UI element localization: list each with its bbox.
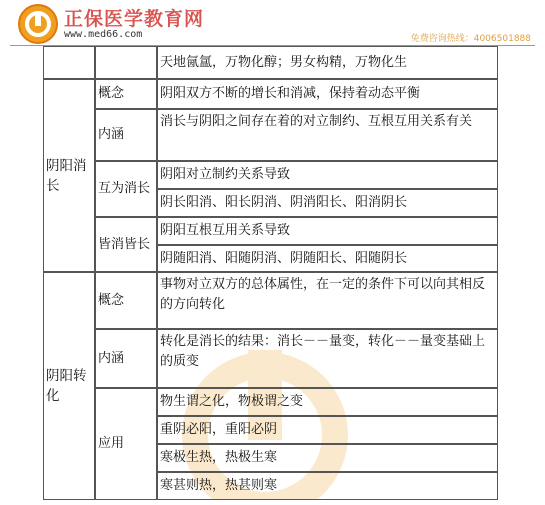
row-label-cell: 皆消皆长 — [95, 217, 157, 272]
table-cell: 阴阳双方不断的增长和消减，保持着动态平衡 — [157, 79, 498, 109]
table-cell: 天地氤氲，万物化醇；男女构精，万物化生 — [157, 46, 498, 79]
site-header — [0, 0, 545, 46]
table-cell: 转化是消长的结果：消长－－量变，转化－－量变基础上的质变 — [157, 329, 498, 388]
row-label-cell: 互为消长 — [95, 161, 157, 217]
logo-text: 正保医学教育网 — [64, 8, 205, 30]
section-title-cell: 阴阳消长 — [43, 79, 95, 272]
table-cell: 寒极生热，热极生寒 — [157, 444, 498, 472]
table-cell: 物生谓之化，物极谓之变 — [157, 388, 498, 416]
table-cell: 重阴必阳，重阳必阴 — [157, 416, 498, 444]
table-cell: 消长与阴阳之间存在着的对立制约、互根互用关系有关 — [157, 109, 498, 161]
logo-icon — [18, 4, 58, 44]
row-label-cell: 应用 — [95, 388, 157, 500]
site-url[interactable]: www.med66.com — [64, 29, 143, 40]
table-cell: 阴长阳消、阳长阴消、阴消阳长、阳消阴长 — [157, 189, 498, 217]
table-cell: 寒甚则热，热甚则寒 — [157, 472, 498, 500]
row-label-cell: 内涵 — [95, 329, 157, 388]
table-cell: 阴阳互根互用关系导致 — [157, 217, 498, 245]
table-cell: 事物对立双方的总体属性，在一定的条件下可以向其相反的方向转化 — [157, 272, 498, 329]
table-cell: 阴随阳消、阳随阴消、阴随阳长、阳随阴长 — [157, 245, 498, 272]
section-title-cell: 阴阳转化 — [43, 272, 95, 500]
table-cell: 阴阳对立制约关系导致 — [157, 161, 498, 189]
blank-cell — [95, 46, 157, 79]
row-label-cell: 内涵 — [95, 109, 157, 161]
row-label-cell: 概念 — [95, 272, 157, 329]
row-label-cell: 概念 — [95, 79, 157, 109]
blank-cell — [43, 46, 95, 79]
hotline-text: 免费咨询热线：4006501888 — [410, 34, 531, 44]
